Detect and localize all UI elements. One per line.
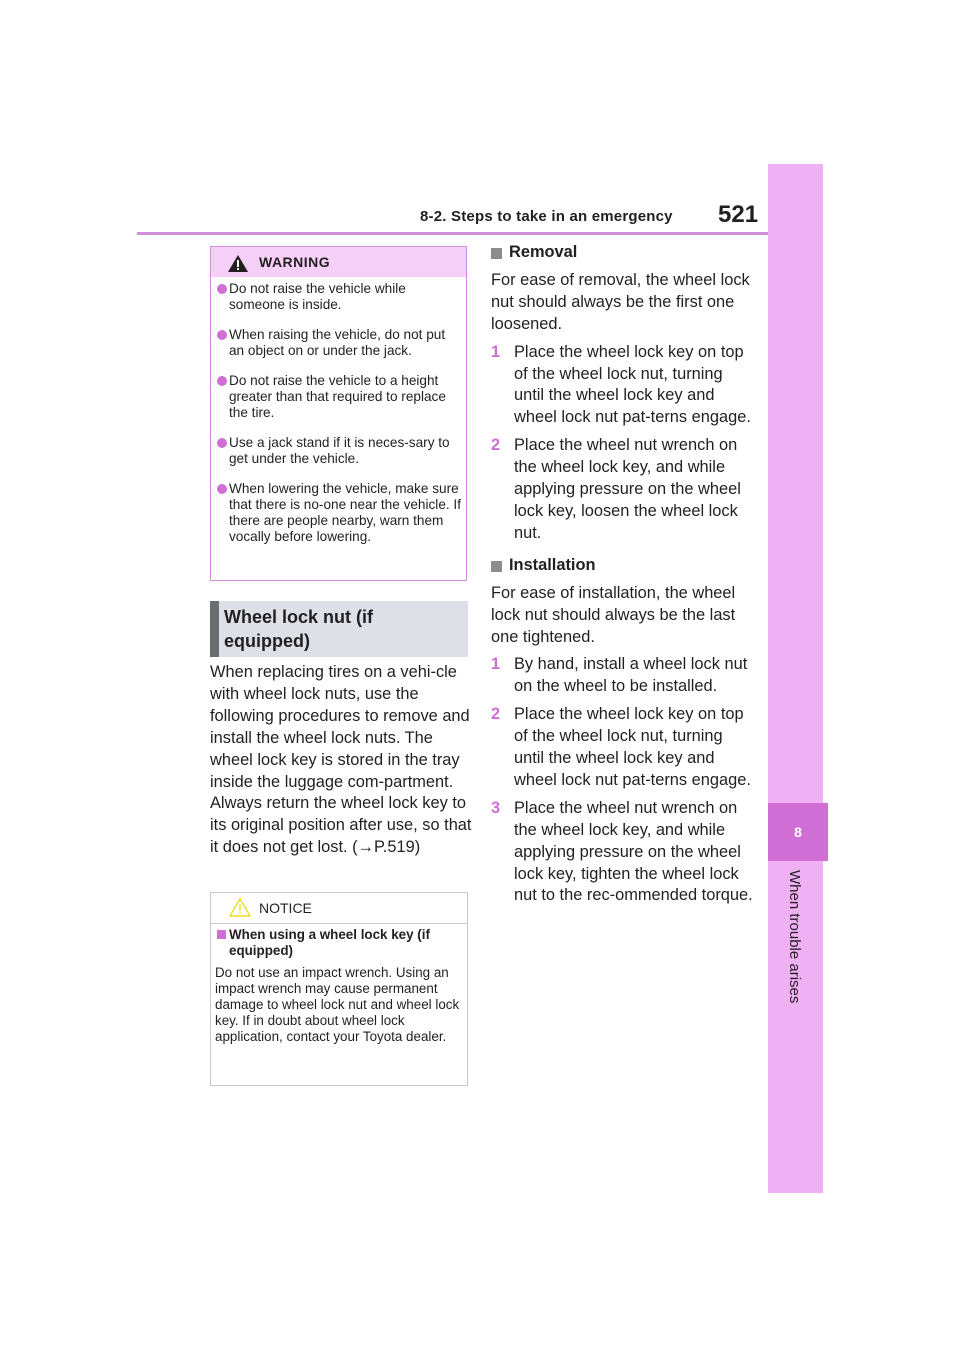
warning-item: When lowering the vehicle, make sure that there is no-one near the vehicle. If there are people nearby, warn them vocally before lowering. <box>217 481 461 545</box>
installation-intro: For ease of installation, the wheel lock nut should always be the last one tightened. <box>491 583 736 646</box>
chapter-number: 8 <box>794 824 802 840</box>
notice-triangle-icon <box>229 898 251 917</box>
section-heading <box>210 601 468 657</box>
section-paragraph: When replacing tires on a vehi-cle with wheel lock nuts, use the following procedures to remove and install the wheel lock nuts. The wheel lock key is stored in the tray inside the luggage com-partment. Always return the wheel lock key to its original position after use, so that it does not get lost. (→P.519) <box>210 663 472 857</box>
step-text: By hand, install a wheel lock nut on the wheel to be installed. <box>514 655 748 696</box>
section-heading-text: Wheel lock nut (if equipped) <box>224 607 374 651</box>
square-bullet-icon <box>217 930 226 939</box>
installation-step <box>491 798 756 908</box>
section-title: 8-2. Steps to take in an emergency <box>420 208 673 225</box>
warning-item: Use a jack stand if it is neces-sary to get under the vehicle. <box>217 435 461 467</box>
warning-triangle-icon <box>228 255 248 272</box>
installation-heading: Installation <box>491 555 756 577</box>
step-number: 2 <box>491 436 501 455</box>
notice-header <box>211 893 467 924</box>
notice-title: NOTICE <box>259 900 312 916</box>
section-heading-bar <box>210 601 219 657</box>
step-number: 2 <box>491 705 501 724</box>
warning-item: When raising the vehicle, do not put an object on or under the jack. <box>217 327 461 359</box>
bullet-dot-icon <box>217 330 227 340</box>
step-number: 3 <box>491 798 501 817</box>
step-text: Place the wheel nut wrench on the wheel lock key, and while applying pressure on the wheel lock key, loosen the wheel lock nut. <box>514 436 741 542</box>
warning-header <box>211 247 466 277</box>
bullet-dot-icon <box>217 376 227 386</box>
chapter-label: When trouble arises <box>786 870 803 1004</box>
step-number: 1 <box>491 655 501 674</box>
bullet-dot-icon <box>217 438 227 448</box>
notice-body: Do not use an impact wrench. Using an impact wrench may cause permanent damage to wheel lock nut and wheel lock key. If in doubt about wheel lock application, contact your Toyota dealer. <box>215 965 460 1044</box>
right-column <box>491 242 756 913</box>
installation-step <box>491 704 756 792</box>
removal-step <box>491 435 756 545</box>
step-text: Place the wheel lock key on top of the wheel lock nut, turning until the wheel lock key and wheel lock nut pat-terns engage. <box>514 705 751 789</box>
step-number: 1 <box>491 342 501 361</box>
step-text: Place the wheel nut wrench on the wheel lock key, and while applying pressure on the wheel lock key, tighten the wheel lock nut to the rec-ommended torque. <box>514 798 753 905</box>
warning-list <box>217 281 461 559</box>
removal-step <box>491 342 756 430</box>
installation-step <box>491 654 756 698</box>
chapter-side-tab <box>768 164 823 1193</box>
square-bullet-icon <box>491 561 502 572</box>
step-text: Place the wheel lock key on top of the wheel lock nut, turning until the wheel lock key and wheel lock nut pat-terns engage. <box>514 342 751 427</box>
removal-intro: For ease of removal, the wheel lock nut should always be the first one loosened. <box>491 270 750 333</box>
warning-item: Do not raise the vehicle to a height greater than that required to replace the tire. <box>217 373 461 421</box>
warning-box <box>210 246 467 581</box>
warning-title: WARNING <box>259 254 331 270</box>
bullet-dot-icon <box>217 484 227 494</box>
removal-heading: Removal <box>491 242 756 264</box>
notice-box <box>210 892 468 1086</box>
warning-item: Do not raise the vehicle while someone is inside. <box>217 281 461 313</box>
bullet-dot-icon <box>217 284 227 294</box>
page-number: 521 <box>718 201 759 228</box>
notice-subheading: When using a wheel lock key (if equipped) <box>215 927 460 959</box>
header-rule <box>137 232 768 235</box>
square-bullet-icon <box>491 248 502 259</box>
